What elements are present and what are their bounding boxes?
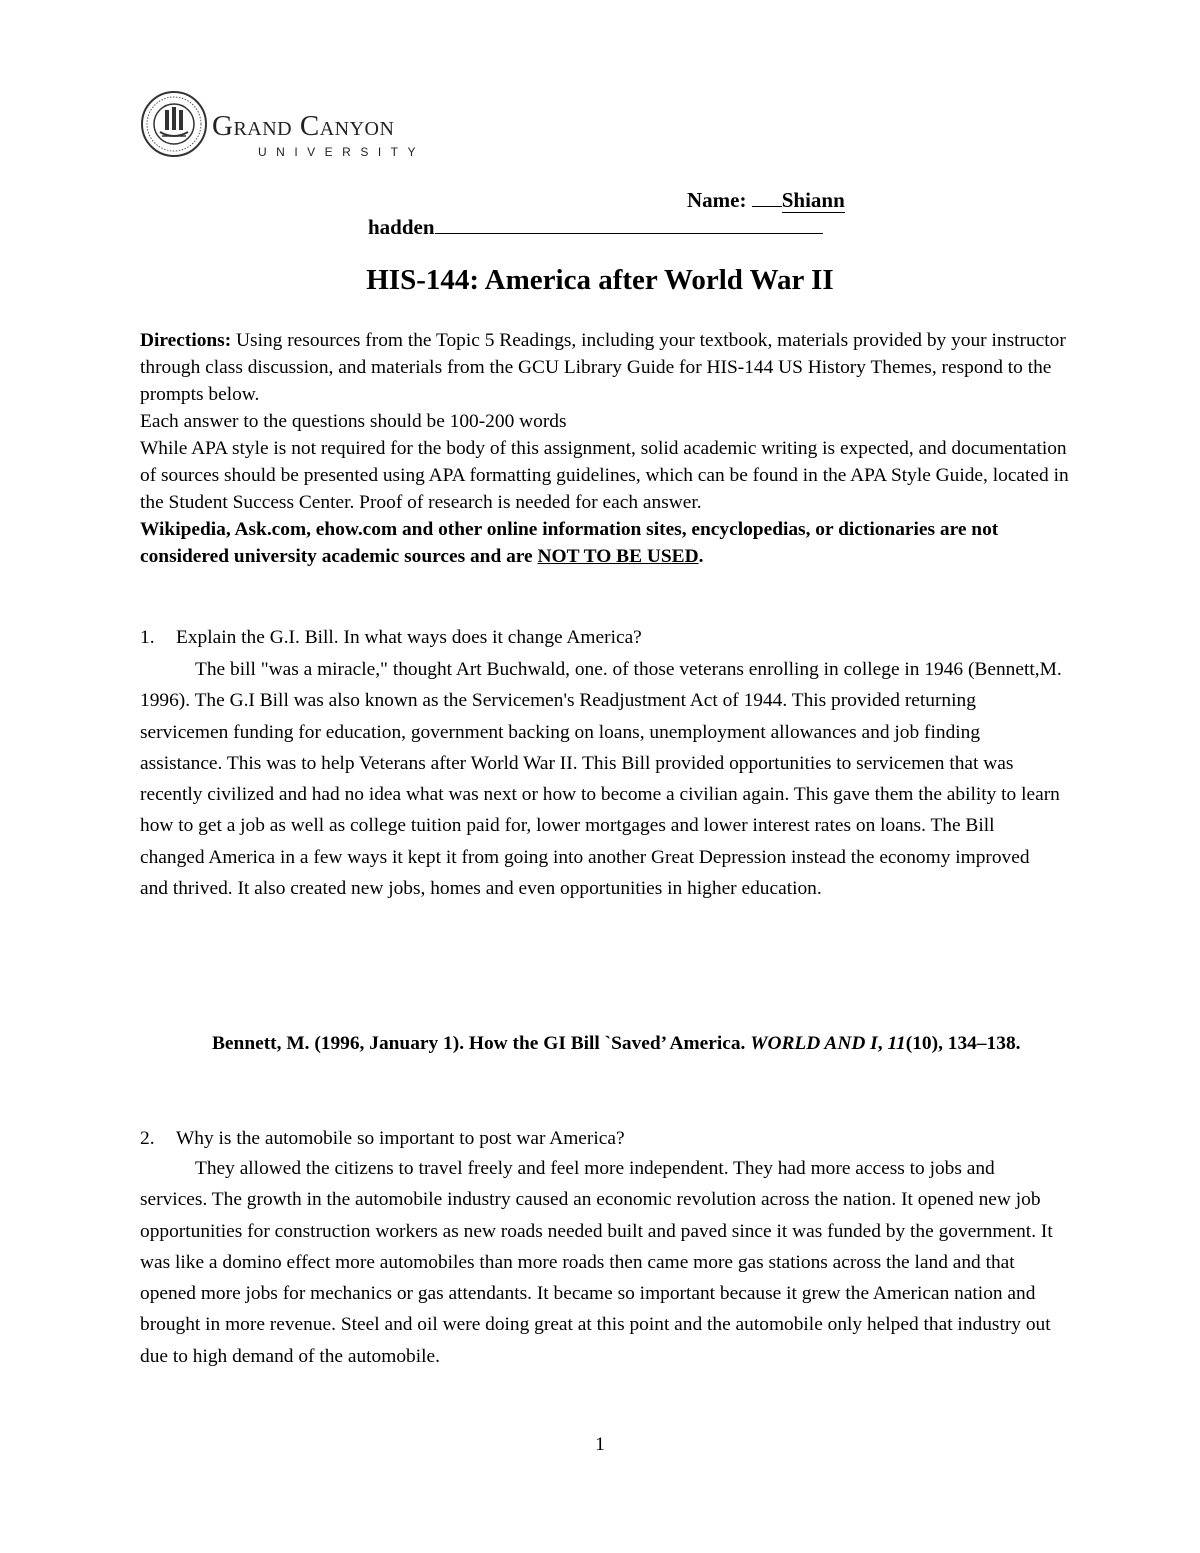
sources-warning-text: Wikipedia, Ask.com, ehow.com and other online information sites, encyclopedias, or dictionaries are not considered university academic sources and are	[140, 519, 999, 567]
apa-note: While APA style is not required for the body of this assignment, solid academic writing is expected, and documentation of sources should be presented using APA formatting guidelines, which can be found in the APA Style Guide, located in the Student Success Center. Proof of research is needed for each answer.	[140, 438, 1069, 513]
word-count-note: Each answer to the questions should be 100-200 words	[140, 411, 567, 432]
reference-text: Bennett, M. (1996, January 1). How the GI Bill `Saved’ America.	[212, 1033, 751, 1054]
logo-subtitle: UNIVERSITY	[258, 145, 426, 159]
university-seal-icon	[140, 90, 208, 158]
university-logo	[140, 90, 460, 160]
page-title: HIS-144: America after World War II	[366, 264, 834, 296]
reference-separator: ,	[877, 1033, 888, 1054]
logo-name: Grand Canyon	[212, 110, 395, 142]
answer-text: The bill "was a miracle," thought Art Buchwald, one. of those veterans enrolling in college in 1946 (Bennett,M. 1996). The G.I Bill was also known as the Servicemen's Readjustment Act of 1944. This provided returning servicemen funding for education, government backing on loans, unemployment allowances and job finding assistance. This was to help Veterans after World War II. This Bill provided opportunities to servicemen that was recently civilized and had no idea what was next or how to become a civilian again. This gave them the ability to learn how to get a job as well as college tuition paid for, lower mortgages and lower interest rates on loans. The Bill changed America in a few ways it kept it from going into another Great Depression instead the economy improved and thrived. It also created new jobs, homes and even opportunities in higher education.	[140, 659, 1062, 900]
directions-label: Directions:	[140, 330, 232, 351]
name-underline	[435, 211, 823, 234]
sources-warning	[140, 516, 1080, 570]
answer-1	[140, 654, 1062, 904]
name-blank	[752, 184, 782, 207]
name-line-continued	[368, 211, 823, 240]
reference-journal: WORLD AND I	[750, 1033, 878, 1054]
directions-block	[140, 327, 1080, 570]
directions-paragraph	[140, 327, 1080, 408]
reference-volume: 11	[887, 1033, 906, 1054]
page-number: 1	[595, 1434, 605, 1455]
question-number: 1.	[140, 627, 155, 648]
question-prompt: Why is the automobile so important to post war America?	[176, 1128, 625, 1149]
name-last: hadden	[368, 215, 435, 239]
name-label: Name:	[687, 188, 747, 212]
directions-text: Using resources from the Topic 5 Readings, including your textbook, materials provided by your instructor through class discussion, and materials from the GCU Library Guide for HIS-144 US History Themes, respond to the prompts below.	[140, 330, 1066, 405]
name-line	[687, 184, 845, 213]
answer-text: They allowed the citizens to travel freely and feel more independent. They had more access to jobs and services. The growth in the automobile industry caused an economic revolution across the nation. It opened new job opportunities for construction workers as new roads needed built and paved since it was funded by the government. It was like a domino effect more automobiles than more roads then came more gas stations across the land and that opened more jobs for mechanics or gas attendants. It became so important because it grew the American nation and brought in more revenue. Steel and oil were doing great at this point and the automobile only helped that industry out due to high demand of the automobile.	[140, 1158, 1053, 1367]
reference-rest: (10), 134–138.	[905, 1033, 1021, 1054]
question-prompt: Explain the G.I. Bill. In what ways does it change America?	[176, 627, 642, 648]
name-first: Shiann	[781, 188, 845, 212]
sources-warning-underlined: NOT TO BE USED	[537, 546, 699, 567]
answer-2	[140, 1153, 1062, 1372]
reference-citation	[212, 1028, 1032, 1060]
question-number: 2.	[140, 1128, 155, 1149]
sources-warning-end: .	[698, 546, 704, 567]
